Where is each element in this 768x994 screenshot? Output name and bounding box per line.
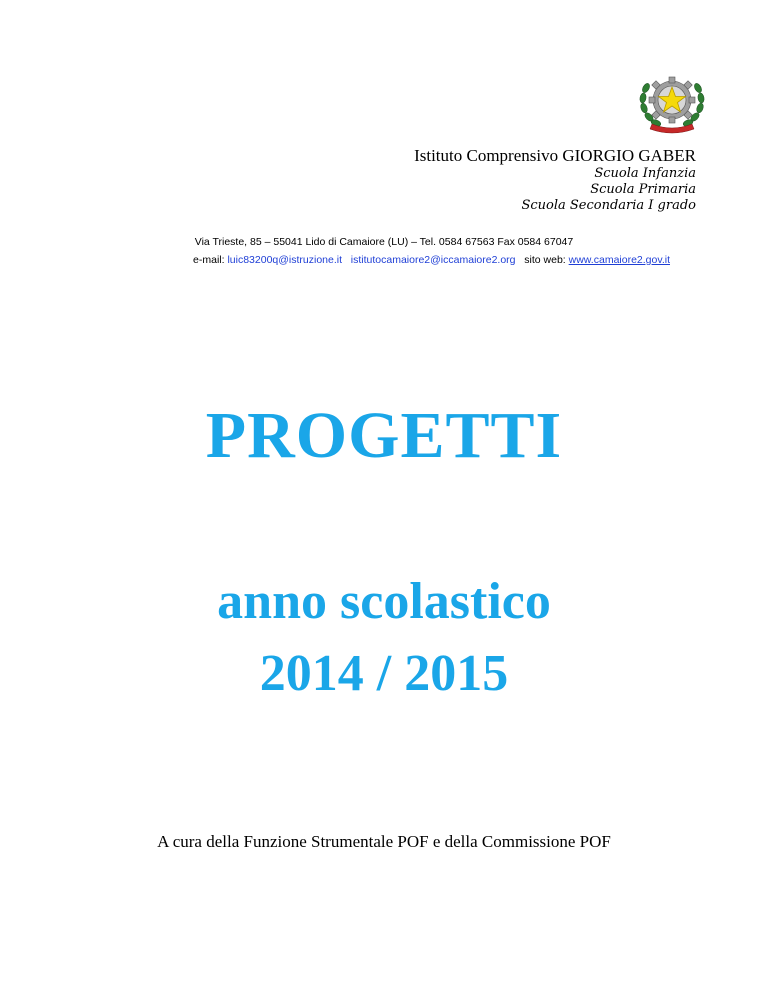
contact-line (110, 251, 670, 269)
subtitle-block (0, 566, 768, 710)
address-line: Via Trieste, 85 – 55041 Lido di Camaiore (LU) – Tel. 0584 67563 Fax 0584 67047 (194, 236, 574, 248)
school-year-value: 2014 / 2015 (259, 645, 509, 702)
email-link-2[interactable]: istitutocamaiore2@iccamaiore2.org (350, 254, 516, 266)
school-infanzia: Scuola Infanzia (594, 166, 696, 181)
italian-republic-emblem-icon (636, 66, 708, 136)
credit-line: A cura della Funzione Strumentale POF e della Commissione POF (157, 832, 611, 851)
website-label: sito web: (524, 254, 566, 266)
email-link-1[interactable]: luic83200q@istruzione.it (227, 254, 343, 266)
school-primaria: Scuola Primaria (590, 182, 696, 197)
institute-name: Istituto Comprensivo GIORGIO GABER (414, 146, 696, 165)
institute-header (414, 146, 696, 214)
email-label: e-mail: (193, 254, 225, 266)
page-title: PROGETTI (205, 399, 563, 472)
school-year-label: anno scolastico (217, 573, 551, 630)
school-secondaria: Scuola Secondaria I grado (521, 198, 696, 213)
website-link[interactable]: www.camaiore2.gov.it (568, 254, 670, 266)
